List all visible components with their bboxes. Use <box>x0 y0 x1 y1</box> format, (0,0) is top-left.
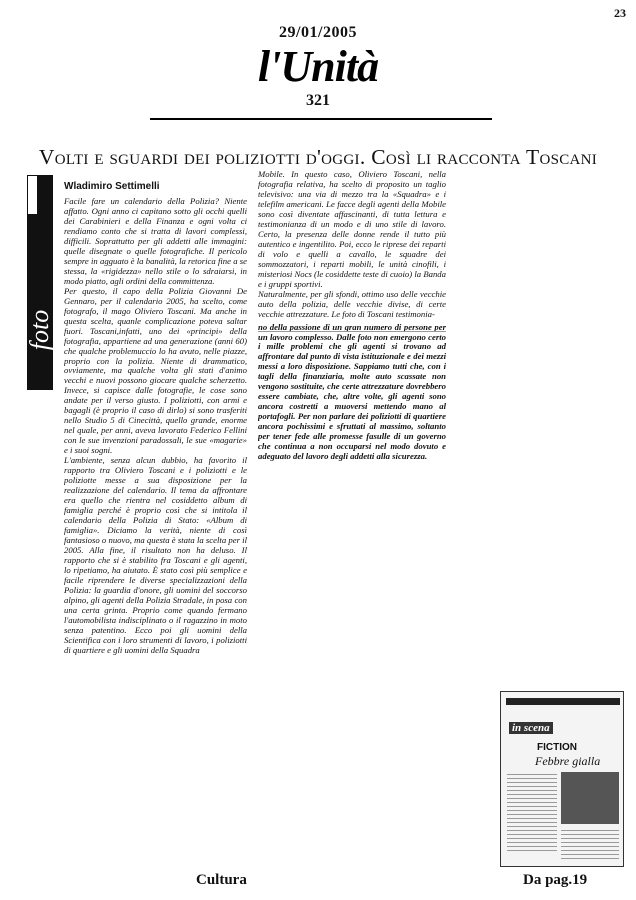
paragraph: Per questo, il capo della Polizia Giovanni De Gennaro, per il calendario 2005, ha scelto, come fotografo, il mago Oliviero Toscani. Ma anche in questa scelta, quanle complicazione poteva saltar fuori. Toscani,infatti, uno dei «principi» della fotografia, appartiene ad una generazione (anni 60) che qualche problemuccio lo ha avuto, nelle piazze, proprio con la polizia. Niente di drammatico, ovviamente, ma qualche volta gli stati d'animo vecchi e nuovi possono giocare qualche scherzetto. Invece, si capisce dalle fotografie, le cose sono andate per il verso giusto. I poliziotti, con armi e bagagli (è proprio il caso di dirlo) si sono trasferiti nello Studio 5 di Cinecittà, quello grande, enorme nel quale, per anni, aveva lavorato Federico Fellini con le sue invenzioni paradossali, le sue «magarie» e i suoi sogni. <box>64 285 247 456</box>
thumbnail-title: Febbre gialla <box>535 754 601 768</box>
paragraph: no della passione di un gran numero di persone per un lavoro complesso. Dalle foto non emergono certo i mille problemi che gli agenti si trovano ad affrontare dal punto di vista istituzionale e dei mezzi messi a loro disposizione. Sappiamo tutti che, con i tagli della finanziaria, molte auto scassate non vengono sostituite, che certe attrezzature dovrebbero essere cambiate, che, altre volte, gli agenti sono ancora costretti a muoversi mettendo mano al portafogli. Per non parlare dei poliziotti di quartiere ancora pochissimi e sfruttati al massimo, soltanto per tener fede alle promesse fasulle di un governo che continua a non occuparsi nel modo dovuto e adeguato del lavoro degli addetti alla sicurezza. <box>258 321 446 462</box>
thumbnail-photo <box>561 772 619 824</box>
thumbnail-label: FICTION <box>537 742 577 753</box>
issue-date: 29/01/2005 <box>279 24 357 41</box>
logo-text: l'Unità <box>257 42 379 91</box>
rubric-label: foto <box>25 309 54 351</box>
paragraph: L'ambiente, senza alcun dubbio, ha favorito il rapporto tra Oliviero Toscani e i poliziotti e le poliziotte messe a sua disposizione per la realizzazione del calendario. Il tema da affrontare era quello che rientra nel cosiddetto album di famiglia perché è proprio così che si intitola il calendario della Polizia di Stato: «Album di famiglia». Diciamo la verità, niente di così fantasioso o nuovo, ma questa è stata la scelta per il 2005. Alla fine, il risultato non ha deluso. Il rapporto che si è stabilito fra Toscani e gli agenti, lo ripetiamo, ha aiutato. È stato così più semplice e facile riprendere le diverse specializzazioni della Polizia: la guardia d'onore, gli uomini del soccorso alpino, gli agenti della Polizia Stradale, in posa con una certa grinta. Proprio come quando fermano l'automobilista indisciplinato o il ragazzino in moto senza patentino. Ecco poi gli uomini della Scientifica con i loro strumenti di lavoro, i poliziotti di quartiere e gli uomini della Squadra <box>64 455 247 655</box>
page-thumbnail <box>500 691 624 867</box>
paragraph: Naturalmente, per gli sfondi, ottimo uso delle vecchie auto della polizia, delle vecchie divise, di certe vecchie attrezzature. Le foto di Toscani testimonia- <box>258 288 446 319</box>
header-rule <box>150 118 492 120</box>
article-headline: Volti e sguardi dei poliziotti d'oggi. Così li racconta Toscani <box>38 145 598 169</box>
thumbnail-header-bar <box>506 698 620 705</box>
footer-section: Cultura <box>196 872 247 888</box>
newspaper-logo <box>225 44 411 90</box>
rubric-bar-accent <box>27 175 38 215</box>
article-column-1 <box>64 197 247 841</box>
thumbnail-text-block <box>507 774 557 854</box>
article-column-2 <box>258 170 446 500</box>
thumbnail-section: in scena <box>509 722 553 734</box>
thumbnail-text-block <box>561 830 619 860</box>
paragraph: Facile fare un calendario della Polizia? Niente affatto. Ogni anno ci capitano sotto gli occhi quelli dei Carabinieri e della Finanza e ogni volta ci rendiamo conto che si tratta di lavori complessi, difficili. Soprattutto per gli addetti alle immagini: quelle disegnate o quelle fotografiche. Il pericolo sempre in agguato è la banalità, la retorica fine a se stessa, la «rigidezza» nello stile o lo sdraiarsi, in modo piatto, agli ordini della committenza. <box>64 197 247 286</box>
column-divider <box>258 331 446 332</box>
paragraph: Mobile. In questo caso, Oliviero Toscani, nella fotografia relativa, ha scelto di proposito un taglio televisivo: una via di mezzo tra la «Squadra» e i telefilm americani. Le facce degli agenti della Mobile sono così diventate affascinanti, di tutta lettura e testimonianza di un modo e di uno stile di lavoro. Certo, la presenza delle donne rende il tutto più autentico e ingentilito. Poi, ecco le riprese dei reparti di volo e quelli a cavallo, le squadre dei sommozzatori, i reparti mobili, le unità cinofili, i misteriosi Nocs (le cosiddette teste di cuoio) la Banda e i gruppi sportivi. <box>258 170 446 289</box>
footer-from-page: Da pag.19 <box>523 872 588 888</box>
article-author: Wladimiro Settimelli <box>64 181 160 192</box>
page-number: 23 <box>614 6 626 20</box>
issue-number: 321 <box>306 92 330 109</box>
